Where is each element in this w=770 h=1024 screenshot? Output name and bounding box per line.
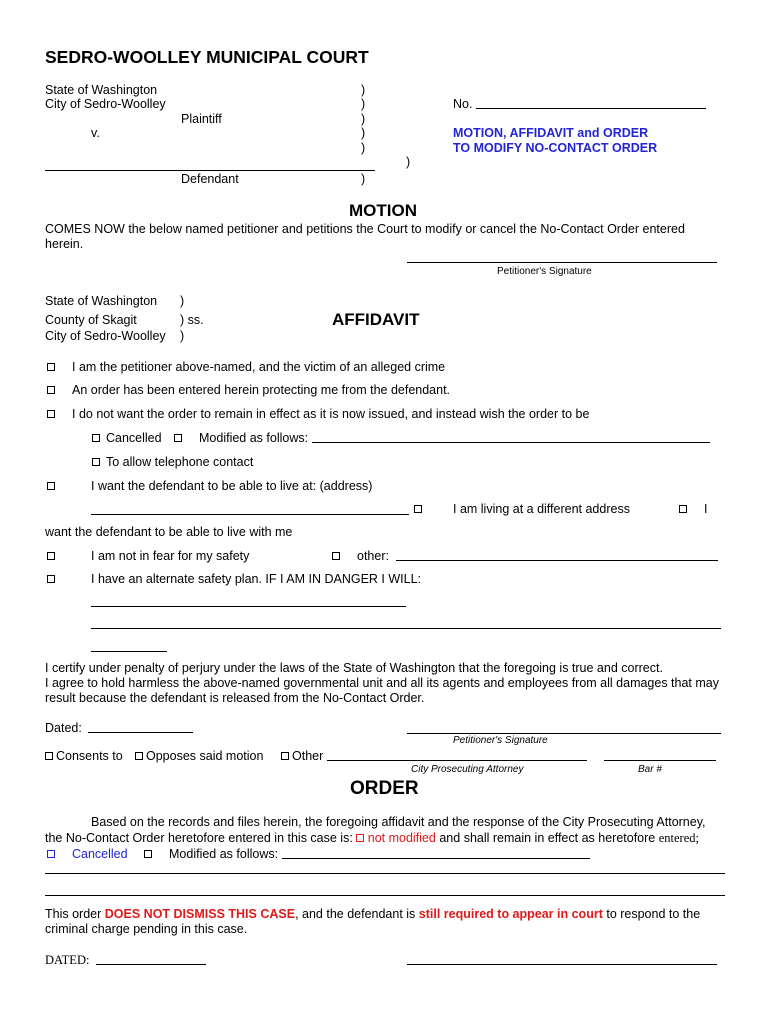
caption-paren: ) <box>361 112 366 126</box>
live-at-label: I want the defendant to be able to live at: (address) <box>91 479 373 493</box>
caption-paren: ) <box>361 126 366 140</box>
order-modified-label: Modified as follows: <box>169 847 279 861</box>
order-entered: entered; <box>658 831 699 845</box>
item2-checkbox[interactable] <box>47 383 55 397</box>
other-option-field[interactable] <box>327 760 587 761</box>
order-field-line-2[interactable] <box>45 895 725 896</box>
dated-label: Dated: <box>45 721 82 735</box>
item3-text: I do not want the order to remain in effect as it is now issued, and instead wish the order to be <box>72 407 590 421</box>
affidavit-heading: AFFIDAVIT <box>332 310 420 329</box>
certify-line1: I certify under penalty of perjury under the laws of the State of Washington that the foregoing is true and correct. <box>45 661 663 675</box>
certify-line2: I agree to hold harmless the above-named governmental unit and all its agents and employees from all damages that may result because the defendant is released from the No-Contact Order. <box>45 676 719 705</box>
safety-plan-field-1[interactable] <box>91 606 406 607</box>
caption-paren: ) <box>361 83 366 97</box>
telephone-checkbox[interactable] <box>92 455 100 469</box>
caption-paren: ) <box>361 97 366 111</box>
not-modified-checkbox[interactable] <box>356 834 364 842</box>
caption-versus: v. <box>91 126 100 140</box>
caption-defendant: Defendant <box>181 172 239 186</box>
not-in-fear-checkbox[interactable] <box>47 549 55 563</box>
not-modified-label: not modified <box>367 831 436 845</box>
order-dated-field[interactable] <box>96 964 206 965</box>
doc-title-line1: MOTION, AFFIDAVIT and ORDER <box>453 126 649 140</box>
caption-paren: ) <box>361 141 366 155</box>
safety-plan-field-2[interactable] <box>91 628 721 629</box>
notice-post: to respond to the <box>606 907 701 921</box>
order-cancelled-checkbox[interactable] <box>47 847 55 861</box>
live-at-checkbox[interactable] <box>47 479 55 493</box>
item1-text: I am the petitioner above-named, and the victim of an alleged crime <box>72 360 446 374</box>
other-option-label: Other <box>292 749 324 763</box>
petitioner-signature-label: Petitioner's Signature <box>453 735 548 746</box>
order-dated-label: DATED: <box>45 953 90 967</box>
affidavit-state: State of Washington <box>45 294 158 308</box>
affidavit-county: County of Skagit <box>45 313 137 327</box>
live-with-label-start: I <box>704 502 708 516</box>
safety-plan-checkbox[interactable] <box>47 572 55 586</box>
caption-city: City of Sedro-Woolley <box>45 97 166 111</box>
affidavit-paren: ) <box>180 329 185 343</box>
safety-plan-field-3[interactable] <box>91 651 167 652</box>
not-in-fear-label: I am not in fear for my safety <box>91 549 250 563</box>
caption-paren: ) <box>406 155 411 169</box>
case-number-label: No. <box>453 97 473 111</box>
order-cancelled-label: Cancelled <box>72 847 128 861</box>
other-label: other: <box>357 549 389 563</box>
doc-title-line2: TO MODIFY NO-CONTACT ORDER <box>453 141 658 155</box>
bar-number-field[interactable] <box>604 760 716 761</box>
address-field[interactable] <box>91 514 409 515</box>
defendant-line[interactable] <box>45 170 375 171</box>
live-with-checkbox[interactable] <box>679 502 687 516</box>
order-text1: Based on the records and files herein, the foregoing affidavit and the response of the City Prosecuting Attorney, <box>91 815 706 829</box>
judge-signature-line[interactable] <box>407 964 717 965</box>
item1-checkbox[interactable] <box>47 360 55 374</box>
opposes-label: Opposes said motion <box>146 749 264 763</box>
affidavit-paren: ) <box>180 294 185 308</box>
petitioner-signature-line[interactable] <box>407 733 721 734</box>
other-field[interactable] <box>396 560 718 561</box>
cancelled-checkbox[interactable] <box>92 431 100 445</box>
court-title: SEDRO-WOOLLEY MUNICIPAL COURT <box>45 47 369 67</box>
notice-line2: criminal charge pending in this case. <box>45 922 248 936</box>
affidavit-ss: ) ss. <box>180 313 204 327</box>
order-text2: the No-Contact Order heretofore entered in this case is: <box>45 831 353 845</box>
item2-text: An order has been entered herein protecting me from the defendant. <box>72 383 451 397</box>
other-option[interactable] <box>281 749 289 763</box>
notice-mid: , and the defendant is <box>295 907 416 921</box>
order-heading: ORDER <box>350 778 419 799</box>
order-remain: and shall remain in effect as heretofore <box>439 831 656 845</box>
order-field-line-1[interactable] <box>45 873 725 874</box>
notice-red2: still required to appear in court <box>418 907 603 921</box>
order-text2-line <box>45 831 699 846</box>
safety-plan-label: I have an alternate safety plan. IF I AM IN DANGER I WILL: <box>91 572 421 586</box>
other-checkbox[interactable] <box>332 549 340 563</box>
notice-red1: DOES NOT DISMISS THIS CASE <box>104 907 296 921</box>
caption-paren: ) <box>361 172 366 186</box>
live-with-label: want the defendant to be able to live with me <box>45 525 293 539</box>
consents-label: Consents to <box>56 749 123 763</box>
opposes-option[interactable] <box>135 749 143 763</box>
modified-checkbox[interactable] <box>174 431 182 445</box>
caption-state: State of Washington <box>45 83 158 97</box>
case-number-field[interactable] <box>476 108 706 109</box>
affidavit-city: City of Sedro-Woolley <box>45 329 166 343</box>
caption-plaintiff: Plaintiff <box>181 112 222 126</box>
order-modified-checkbox[interactable] <box>144 847 152 861</box>
order-notice <box>45 907 700 921</box>
dated-field[interactable] <box>88 732 193 733</box>
different-address-label: I am living at a different address <box>453 502 630 516</box>
cancelled-label: Cancelled <box>106 431 162 445</box>
motion-signature-line[interactable] <box>407 262 717 263</box>
motion-signature-label: Petitioner's Signature <box>497 266 592 277</box>
different-address-checkbox[interactable] <box>414 502 422 516</box>
order-modified-field[interactable] <box>282 858 590 859</box>
modified-field[interactable] <box>312 442 710 443</box>
prosecutor-label: City Prosecuting Attorney <box>411 764 524 775</box>
notice-pre: This order <box>45 907 102 921</box>
consents-option[interactable] <box>45 749 53 763</box>
bar-label: Bar # <box>638 764 662 775</box>
motion-heading: MOTION <box>349 201 417 220</box>
item3-checkbox[interactable] <box>47 407 55 421</box>
motion-text: COMES NOW the below named petitioner and petitions the Court to modify or cancel the No-Contact Order entered herein. <box>45 222 685 251</box>
telephone-label: To allow telephone contact <box>106 455 254 469</box>
modified-label: Modified as follows: <box>199 431 309 445</box>
